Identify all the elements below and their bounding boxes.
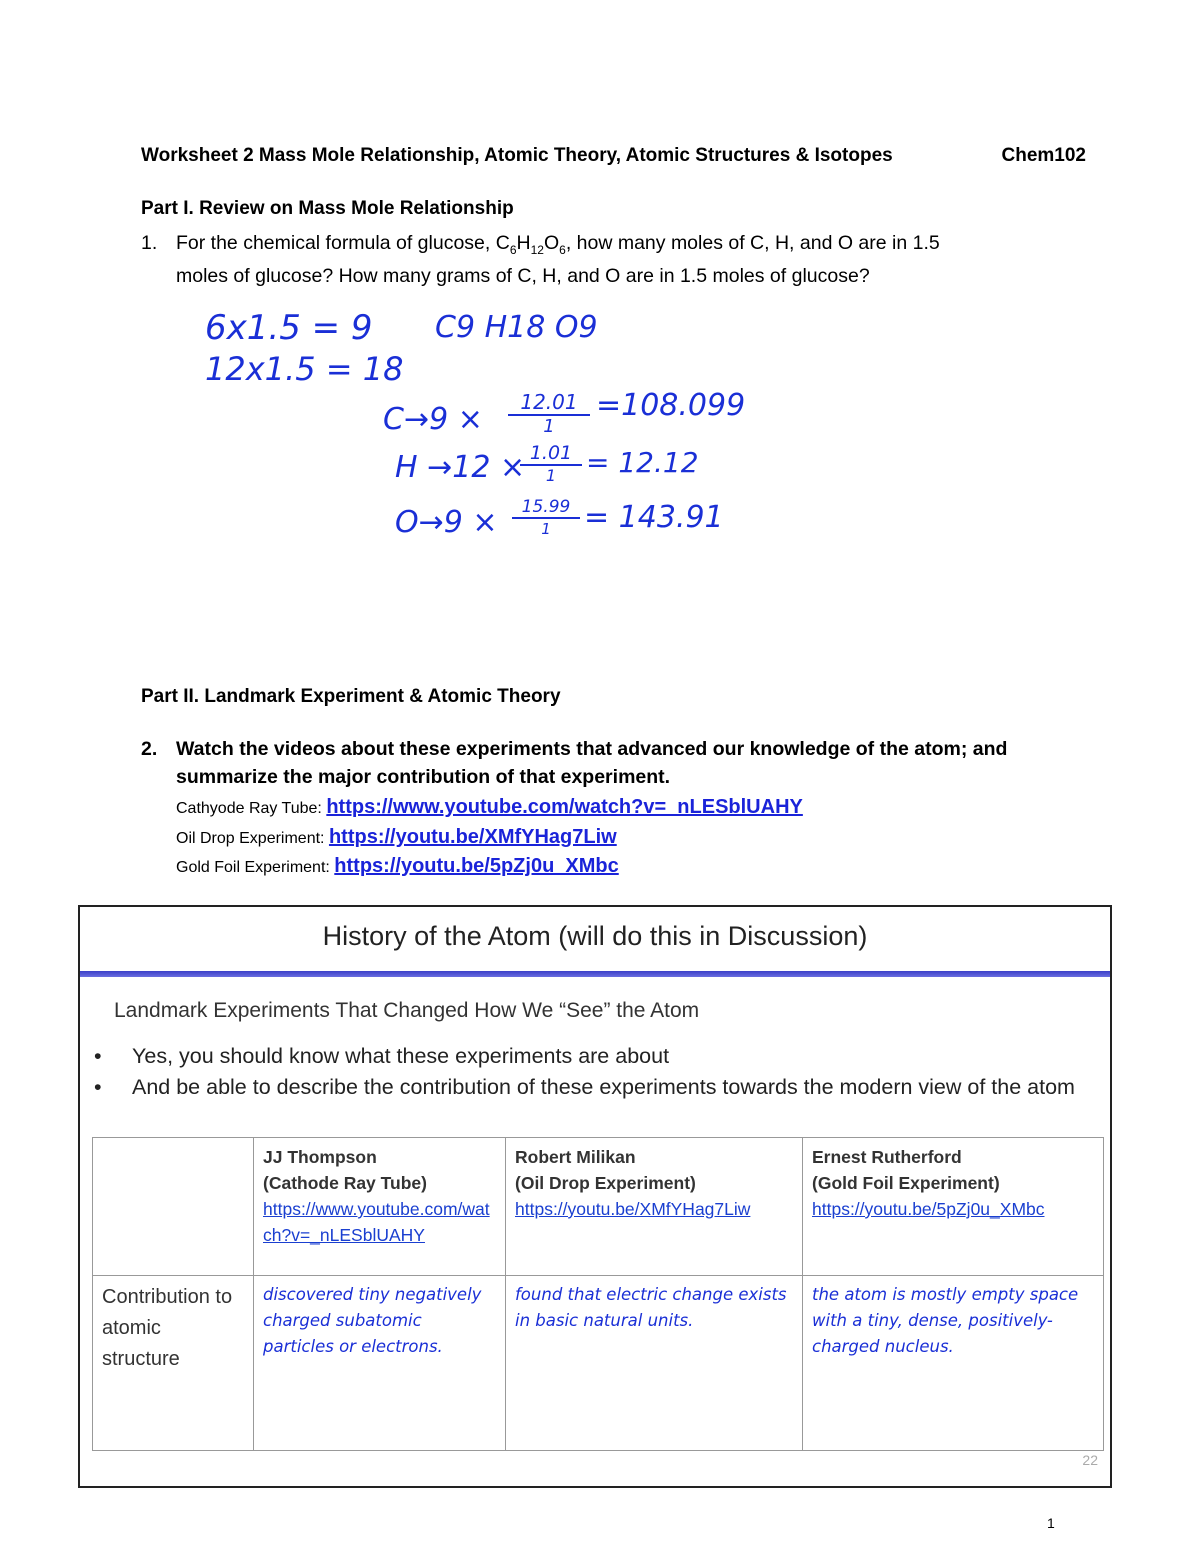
experiment-link[interactable]: https://youtu.be/5pZj0u_XMbc (812, 1199, 1045, 1219)
scientist-name: Ernest Rutherford (812, 1147, 962, 1167)
page-number: 1 (1047, 1515, 1055, 1531)
question-1-line1: For the chemical formula of glucose, $C_6H_{12}O_6$, how many moles of C, H, and O are in 1.5 (176, 232, 940, 257)
part2-heading: Part II. Landmark Experiment & Atomic Theory (141, 686, 561, 707)
scientist-name: JJ Thompson (263, 1147, 377, 1167)
handwritten-answer: the atom is mostly empty space with a tiny, dense, positively-charged nucleus. (812, 1285, 1079, 1356)
handwritten-answer: discovered tiny negatively charged subatomic particles or electrons. (263, 1285, 482, 1356)
table-row (93, 1276, 1104, 1451)
video-label: Gold Foil Experiment: (176, 859, 330, 876)
table-header-cell (506, 1138, 803, 1276)
slide-subtitle: Landmark Experiments That Changed How We “See” the Atom (114, 999, 700, 1022)
handwriting-h-pre: H →12 × (395, 450, 526, 485)
experiment-name: (Oil Drop Experiment) (515, 1173, 696, 1193)
video-link[interactable]: https://www.youtube.com/watch?v=_nLESblUAHY (326, 796, 803, 818)
worksheet-title: Worksheet 2 Mass Mole Relationship, Atomic Theory, Atomic Structures & Isotopes (141, 145, 893, 166)
handwriting-h-result: = 12.12 (586, 446, 699, 479)
handwriting-c-num: 12.01 (508, 390, 590, 416)
question-2-number: 2. (141, 738, 158, 760)
handwriting-formula: C9 H18 O9 (435, 310, 598, 345)
worksheet-header (141, 145, 1086, 167)
video-link[interactable]: https://youtu.be/XMfYHag7Liw (328, 826, 617, 848)
handwritten-answer: found that electric change exists in basic natural units. (515, 1285, 787, 1330)
slide-bullets (92, 1041, 1082, 1103)
part1-heading: Part I. Review on Mass Mole Relationship (141, 198, 514, 219)
scientist-name: Robert Milikan (515, 1147, 636, 1167)
handwriting-line1: 6x1.5 = 9 (205, 308, 373, 348)
video-label: Cathyode Ray Tube: (176, 800, 322, 817)
handwriting-o-den: 1 (541, 520, 551, 538)
embedded-slide (78, 905, 1112, 1488)
question-2-line2: summarize the major contribution of that experiment. (176, 766, 671, 788)
experiments-table (92, 1137, 1104, 1451)
video-link-row (176, 826, 617, 849)
handwriting-c-den: 1 (543, 416, 555, 437)
handwriting-c-pre: C→9 × (383, 402, 483, 437)
table-header-cell (803, 1138, 1104, 1276)
video-label: Oil Drop Experiment: (176, 830, 325, 847)
question-1-line2: moles of glucose? How many grams of C, H, and O are in 1.5 moles of glucose? (176, 265, 870, 287)
table-header-cell (254, 1138, 506, 1276)
answer-cell (803, 1276, 1104, 1451)
handwriting-line2: 12x1.5 = 18 (205, 350, 404, 388)
row-label-cell (93, 1276, 254, 1451)
handwriting-o-num: 15.99 (512, 497, 580, 519)
handwriting-h-num: 1.01 (520, 442, 582, 466)
slide-title: History of the Atom (will do this in Discussion) (322, 921, 868, 951)
answer-cell (254, 1276, 506, 1451)
handwriting-c-result: =108.099 (596, 388, 746, 423)
bullet-item: • And be able to describe the contribution of these experiments towards the modern view of the atom (92, 1072, 1082, 1103)
video-link[interactable]: https://youtu.be/5pZj0u_XMbc (334, 855, 619, 877)
question-2-line1: Watch the videos about these experiments that advanced our knowledge of the atom; and (176, 738, 1008, 760)
slide-number: 22 (1082, 1452, 1098, 1468)
slide-title-bar (80, 971, 1110, 977)
course-code: Chem102 (1001, 145, 1086, 166)
question-1-number: 1. (141, 232, 158, 254)
bullet-item: • Yes, you should know what these experiments are about (92, 1041, 1082, 1072)
table-corner-cell (93, 1138, 254, 1276)
answer-cell (506, 1276, 803, 1451)
handwriting-o-result: = 143.91 (584, 500, 724, 535)
handwriting-h-den: 1 (545, 466, 557, 485)
experiment-name: (Cathode Ray Tube) (263, 1173, 427, 1193)
video-link-row (176, 855, 619, 878)
handwriting-o-pre: O→9 × (395, 505, 498, 540)
row-label: Contribution to atomic structure (102, 1286, 233, 1370)
experiment-link[interactable]: https://youtu.be/XMfYHag7Liw (515, 1199, 751, 1219)
experiment-link[interactable]: https://www.youtube.com/watch?v=_nLESblUAHY (263, 1199, 490, 1245)
table-header-row (93, 1138, 1104, 1276)
video-link-row (176, 796, 803, 819)
experiment-name: (Gold Foil Experiment) (812, 1173, 1000, 1193)
